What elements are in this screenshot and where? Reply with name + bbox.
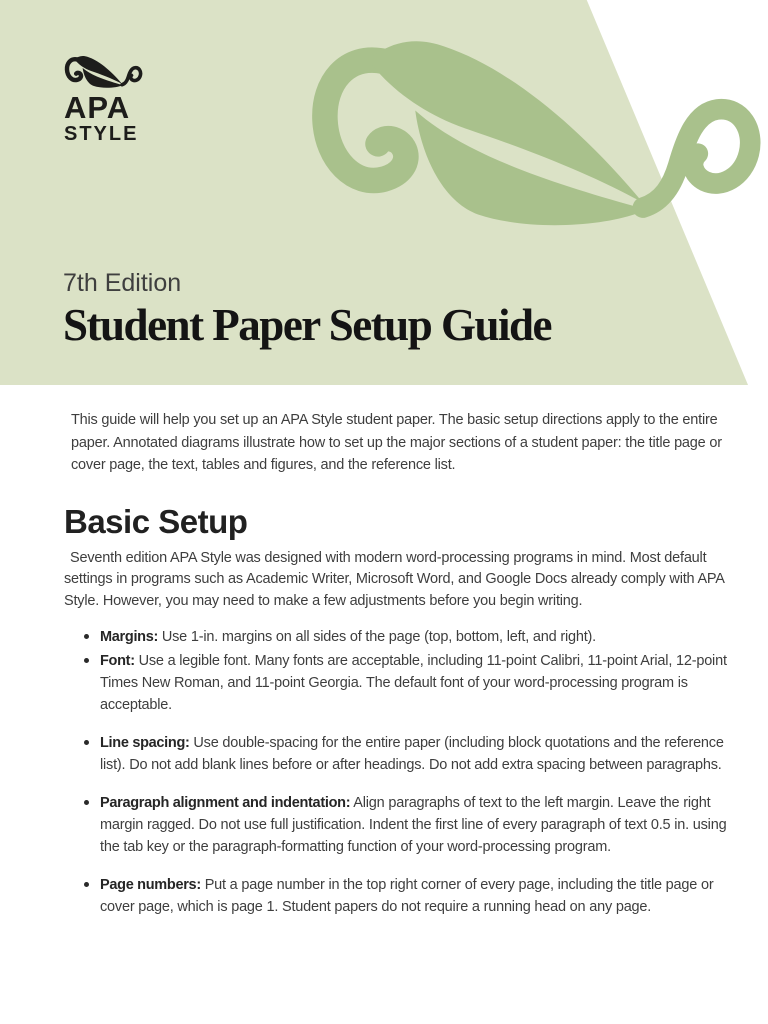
logo-text-apa: APA: [64, 90, 131, 125]
bullet-label: Page numbers:: [100, 877, 201, 893]
content-area: [0, 385, 768, 918]
bullet-icon: [84, 800, 89, 805]
bullet-label: Font:: [100, 653, 135, 669]
bullet-text: Use double-spacing for the entire paper (including block quotations and the reference list). Do not add blank lines before or after headings. Do not add extra spacing between paragraphs.: [100, 735, 724, 773]
bullet-text: Use a legible font. Many fonts are acceptable, including 11-point Calibri, 11-point Arial, 12-point Times New Roman, and 11-point Georgia. The default font of your word-processing program is acceptable.: [100, 653, 727, 713]
bullet-label: Margins:: [100, 629, 159, 645]
bullet-icon: [84, 634, 89, 639]
intro-paragraph: This guide will help you set up an APA Style student paper. The basic setup directions apply to the entire paper. Annotated diagrams illustrate how to set up the major sections of a student paper: the title page or cover page, the text, tables and figures, and the reference list.: [71, 412, 722, 473]
page-title: Student Paper Setup Guide: [63, 300, 552, 350]
bullet-icon: [84, 882, 89, 887]
list-item: [64, 626, 740, 648]
bullet-list: [64, 626, 740, 918]
bullet-icon: [84, 740, 89, 745]
bullet-label: Line spacing:: [100, 735, 190, 751]
bullet-text: Put a page number in the top right corner of every page, including the title page or cover page, which is page 1. Student papers do not require a running head on any page.: [100, 877, 714, 915]
bullet-text: Use 1-in. margins on all sides of the page (top, bottom, left, and right).: [158, 629, 596, 645]
list-item: [64, 874, 740, 918]
bullet-icon: [84, 658, 89, 663]
section-intro-paragraph: Seventh edition APA Style was designed with modern word-processing programs in mind. Most default settings in programs such as Academic Writer, Microsoft Word, and Google Docs already comply with APA Style. However, you may need to make a few adjustments before you begin writing.: [64, 549, 724, 609]
logo-text-style: STYLE: [64, 123, 139, 145]
apa-style-logo: [64, 54, 142, 145]
list-item: [64, 650, 740, 716]
section-heading: Basic Setup: [64, 502, 248, 540]
hero-banner: [0, 0, 768, 385]
list-item: [64, 732, 740, 776]
list-item: [64, 792, 740, 858]
apa-logo-leaf-icon: [64, 54, 142, 90]
bullet-text: Align paragraphs of text to the left margin. Leave the right margin ragged. Do not use full justification. Indent the first line of every paragraph of text 0.5 in. using the tab key or the paragraph-formatting function of your word-processing program.: [100, 795, 727, 855]
bullet-label: Paragraph alignment and indentation:: [100, 795, 351, 811]
title-block: [63, 268, 551, 349]
edition-label: 7th Edition: [63, 269, 182, 297]
leaf-flourish-decoration-icon: [307, 30, 759, 238]
